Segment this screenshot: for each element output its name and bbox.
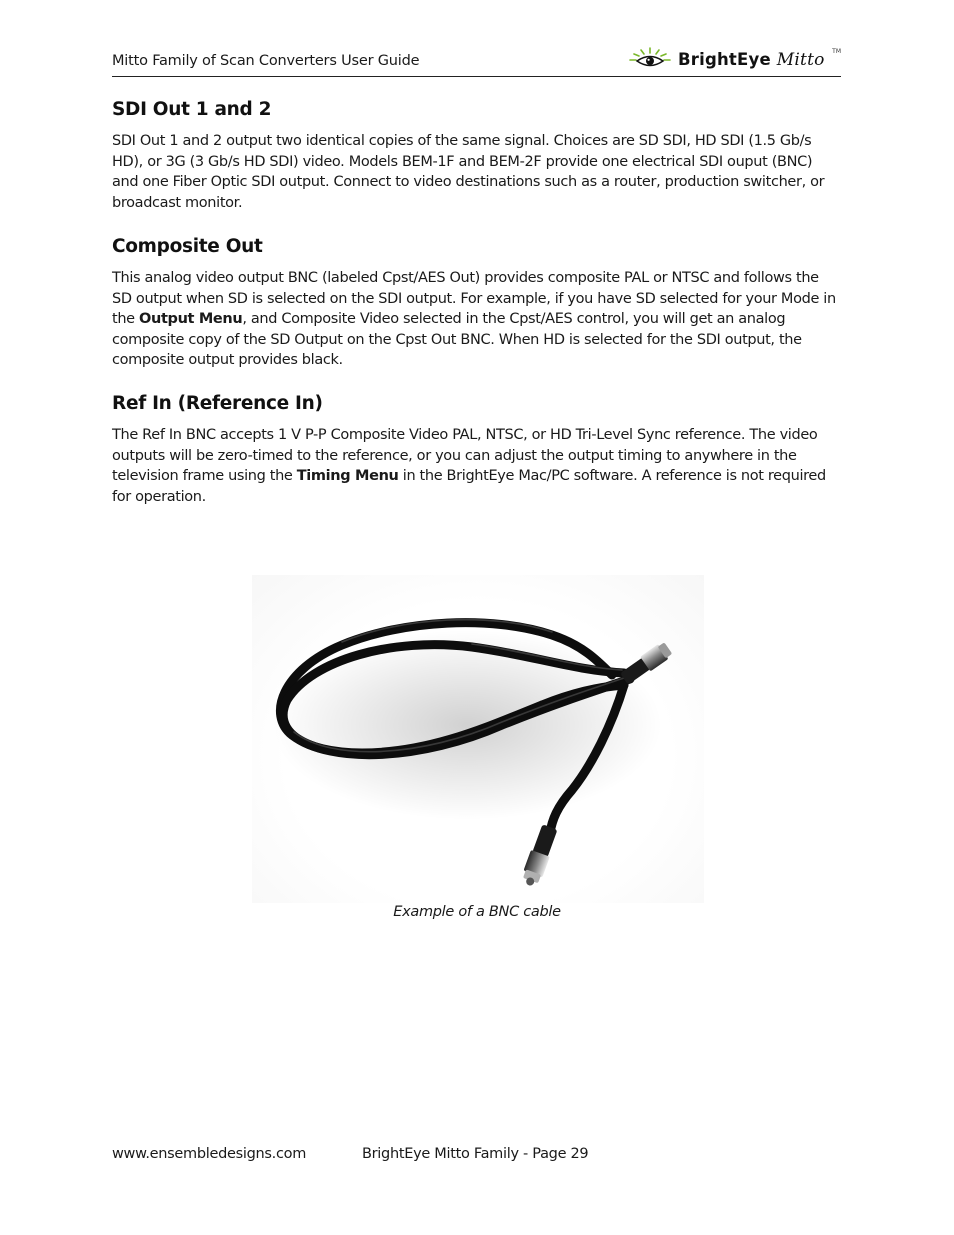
section-heading: Ref In (Reference In) bbox=[112, 393, 323, 414]
timing-menu-term: Timing Menu bbox=[296, 468, 399, 485]
section-paragraph bbox=[112, 268, 842, 371]
brighteye-mitto-logo bbox=[626, 46, 841, 74]
page-header bbox=[112, 44, 841, 77]
section-heading: SDI Out 1 and 2 bbox=[112, 99, 272, 120]
footer-website: www.ensembledesigns.com bbox=[112, 1146, 307, 1162]
paragraph-text: SDI Out 1 and 2 output two identical copies of the same signal. Choices are SD SDI, HD SDI (1.5 Gb/s HD), or 3G (3 Gb/s HD SDI) video. Models BEM-1F and BEM-2F provide one electrical SDI ouput (BNC) and one Fiber Optic SDI output. Connect to video destinations such as a router, production switcher, or broadcast monitor. bbox=[112, 133, 825, 211]
logo-brand-text: BrightEye bbox=[678, 50, 771, 69]
section-sdi-out bbox=[112, 99, 842, 213]
trademark-mark: TM bbox=[832, 48, 841, 55]
section-ref-in bbox=[112, 393, 842, 507]
section-paragraph bbox=[112, 131, 842, 213]
section-paragraph bbox=[112, 425, 842, 507]
footer-page-label: BrightEye Mitto Family - Page 29 bbox=[362, 1146, 589, 1162]
paragraph-text: , and Composite Video selected in the Cpst/AES control, you will get an analog composite copy of the SD Output on the Cpst Out BNC. When HD is selected for the SDI output, the composite output provides black. bbox=[112, 311, 802, 369]
output-menu-term: Output Menu bbox=[139, 311, 243, 328]
paragraph-text: The Ref In BNC accepts 1 V P-P Composite Video PAL, NTSC, or HD Tri-Level Sync reference. The video outputs will be zero-timed to the reference, or you can adjust the output timing to anywhere in the television frame using the bbox=[112, 427, 818, 485]
section-heading: Composite Out bbox=[112, 236, 263, 257]
section-composite-out bbox=[112, 236, 842, 371]
bnc-cable-photo bbox=[252, 575, 704, 903]
logo-product-text: Mitto bbox=[776, 50, 825, 70]
paragraph-text: in the BrightEye Mac/PC software. A reference is not required for operation. bbox=[112, 468, 826, 505]
eye-logo-icon bbox=[626, 46, 674, 74]
paragraph-text: This analog video output BNC (labeled Cpst/AES Out) provides composite PAL or NTSC and follows the SD output when SD is selected on the SDI output. For example, if you have SD selected for your Mode in the bbox=[112, 270, 836, 328]
document-title: Mitto Family of Scan Converters User Guide bbox=[112, 53, 420, 69]
bnc-cable-image bbox=[252, 575, 704, 903]
figure-caption: Example of a BNC cable bbox=[393, 904, 561, 920]
